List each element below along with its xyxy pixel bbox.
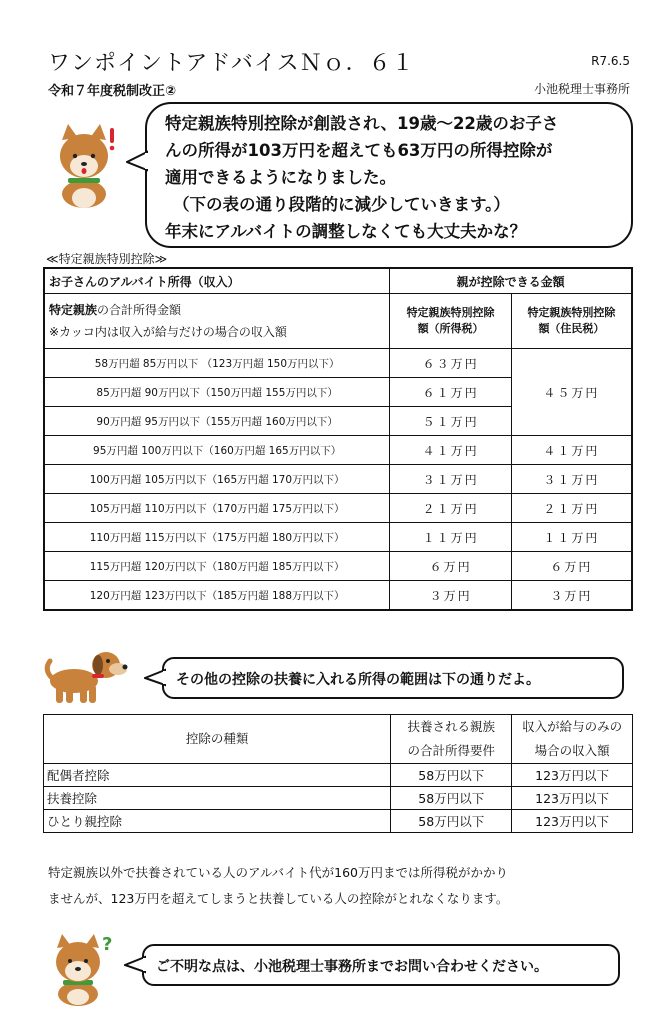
deduction-type: 扶養控除 xyxy=(44,787,391,810)
income-range: 110万円超 115万円以下（175万円超 180万円以下） xyxy=(44,523,390,552)
svg-text:?: ? xyxy=(102,934,113,955)
deduction-table xyxy=(43,267,633,611)
table-subheader xyxy=(44,294,390,349)
table-header-deduction: 親が控除できる金額 xyxy=(390,268,632,294)
speech-bubble-range: その他の控除の扶養に入れる所得の範囲は下の通りだよ。 xyxy=(162,657,624,699)
speech-line: 特定親族特別控除が創設され、19歳〜22歳のお子さ xyxy=(165,114,559,133)
speech-line: （下の表の通り段階的に減少していきます。） xyxy=(173,195,510,214)
income-range: 120万円超 123万円以下（185万円超 188万円以下） xyxy=(44,581,390,611)
speech-line: 適用できるようになりました。 xyxy=(165,168,396,187)
resident-tax-amount: １１万円 xyxy=(511,523,632,552)
income-tax-amount: ６万円 xyxy=(390,552,512,581)
salary-amount: 123万円以下 xyxy=(512,787,633,810)
speech-bubble-main xyxy=(145,102,633,248)
shiba-question-dog-icon xyxy=(48,930,118,1006)
income-tax-amount: ４１万円 xyxy=(390,436,512,465)
table-row xyxy=(44,436,632,465)
table-row xyxy=(44,523,632,552)
table-row xyxy=(44,764,633,787)
table-row xyxy=(44,494,632,523)
income-range: 115万円超 120万円以下（180万円超 185万円以下） xyxy=(44,552,390,581)
column-resident-tax xyxy=(511,294,632,349)
header-salary-amount-line2: 場合の収入額 xyxy=(534,743,610,758)
table-row xyxy=(44,810,633,833)
subheader-bold: 特定親族 xyxy=(49,303,98,317)
resident-tax-merged: ４５万円 xyxy=(511,349,632,436)
income-tax-amount: １１万円 xyxy=(390,523,512,552)
shiba-dog-icon xyxy=(52,120,122,210)
speech-line: 年末にアルバイトの調整しなくても大丈夫かな？ xyxy=(165,222,527,241)
table-row xyxy=(44,581,632,611)
header-income-requirement xyxy=(391,715,512,764)
income-requirement: 58万円以下 xyxy=(391,787,512,810)
resident-tax-amount: ３万円 xyxy=(511,581,632,611)
bubble-tail xyxy=(144,668,166,688)
income-range: 95万円超 100万円以下（160万円超 165万円以下） xyxy=(44,436,390,465)
table-header-income: お子さんのアルバイト所得（収入） xyxy=(44,268,390,294)
table-row xyxy=(44,349,632,378)
resident-tax-amount: ３１万円 xyxy=(511,465,632,494)
income-tax-amount: ６３万円 xyxy=(390,349,512,378)
resident-tax-amount: ２１万円 xyxy=(511,494,632,523)
income-tax-amount: ２１万円 xyxy=(390,494,512,523)
dependent-table xyxy=(43,714,633,833)
note-paragraph xyxy=(48,860,638,912)
note-line: 特定親族以外で扶養されている人のアルバイト代が160万円までは所得税がかかり xyxy=(48,865,508,880)
speech-bubble-contact: ご不明な点は、小池税理士事務所までお問い合わせください。 xyxy=(142,944,620,986)
header-income-requirement-line2: の合計所得要件 xyxy=(407,743,496,758)
income-range: 105万円超 110万円以下（170万円超 175万円以下） xyxy=(44,494,390,523)
salary-amount: 123万円以下 xyxy=(512,764,633,787)
page-title: ワンポイントアドバイスＮｏ．６１ xyxy=(48,51,415,76)
income-requirement: 58万円以下 xyxy=(391,764,512,787)
bubble-tail xyxy=(124,955,146,975)
issue-date: R7.6.5 xyxy=(591,54,630,68)
column-income-tax-line1: 特定親族特別控除 xyxy=(406,306,495,319)
section-label: ≪特定親族特別控除≫ xyxy=(46,252,168,266)
table-row xyxy=(44,552,632,581)
deduction-type: ひとり親控除 xyxy=(44,810,391,833)
resident-tax-amount: ６万円 xyxy=(511,552,632,581)
income-range: 58万円超 85万円以下 （123万円超 150万円以下） xyxy=(44,349,390,378)
salary-amount: 123万円以下 xyxy=(512,810,633,833)
income-range: 90万円超 95万円以下（155万円超 160万円以下） xyxy=(44,407,390,436)
side-dog-icon xyxy=(44,645,130,707)
column-income-tax xyxy=(390,294,512,349)
column-income-tax-line2: 額（所得税） xyxy=(417,322,484,335)
income-tax-amount: ５１万円 xyxy=(390,407,512,436)
income-requirement: 58万円以下 xyxy=(391,810,512,833)
income-tax-amount: ６１万円 xyxy=(390,378,512,407)
subheader-note: ※カッコ内は収入が給与だけの場合の収入額 xyxy=(49,325,287,339)
bubble-tail xyxy=(126,150,148,174)
subheader-rest: の合計所得金額 xyxy=(97,303,182,317)
office-name: 小池税理士事務所 xyxy=(533,82,630,96)
header-income-requirement-line1: 扶養される親族 xyxy=(407,719,496,734)
table-row xyxy=(44,787,633,810)
deduction-type: 配偶者控除 xyxy=(44,764,391,787)
header-salary-amount xyxy=(512,715,633,764)
resident-tax-amount: ４１万円 xyxy=(511,436,632,465)
column-resident-tax-line1: 特定親族特別控除 xyxy=(527,306,616,319)
income-tax-amount: ３１万円 xyxy=(390,465,512,494)
page-subtitle: 令和７年度税制改正② xyxy=(48,84,177,99)
header-salary-amount-line1: 収入が給与のみの xyxy=(522,719,623,734)
income-range: 85万円超 90万円以下（150万円超 155万円以下） xyxy=(44,378,390,407)
column-resident-tax-line2: 額（住民税） xyxy=(538,322,605,335)
income-tax-amount: ３万円 xyxy=(390,581,512,611)
table-row xyxy=(44,465,632,494)
note-line: ませんが、123万円を超えてしまうと扶養している人の控除がとれなくなります。 xyxy=(48,891,509,906)
income-range: 100万円超 105万円以下（165万円超 170万円以下） xyxy=(44,465,390,494)
speech-line: んの所得が103万円を超えても63万円の所得控除が xyxy=(165,141,553,160)
header-deduction-type: 控除の種類 xyxy=(44,715,391,764)
